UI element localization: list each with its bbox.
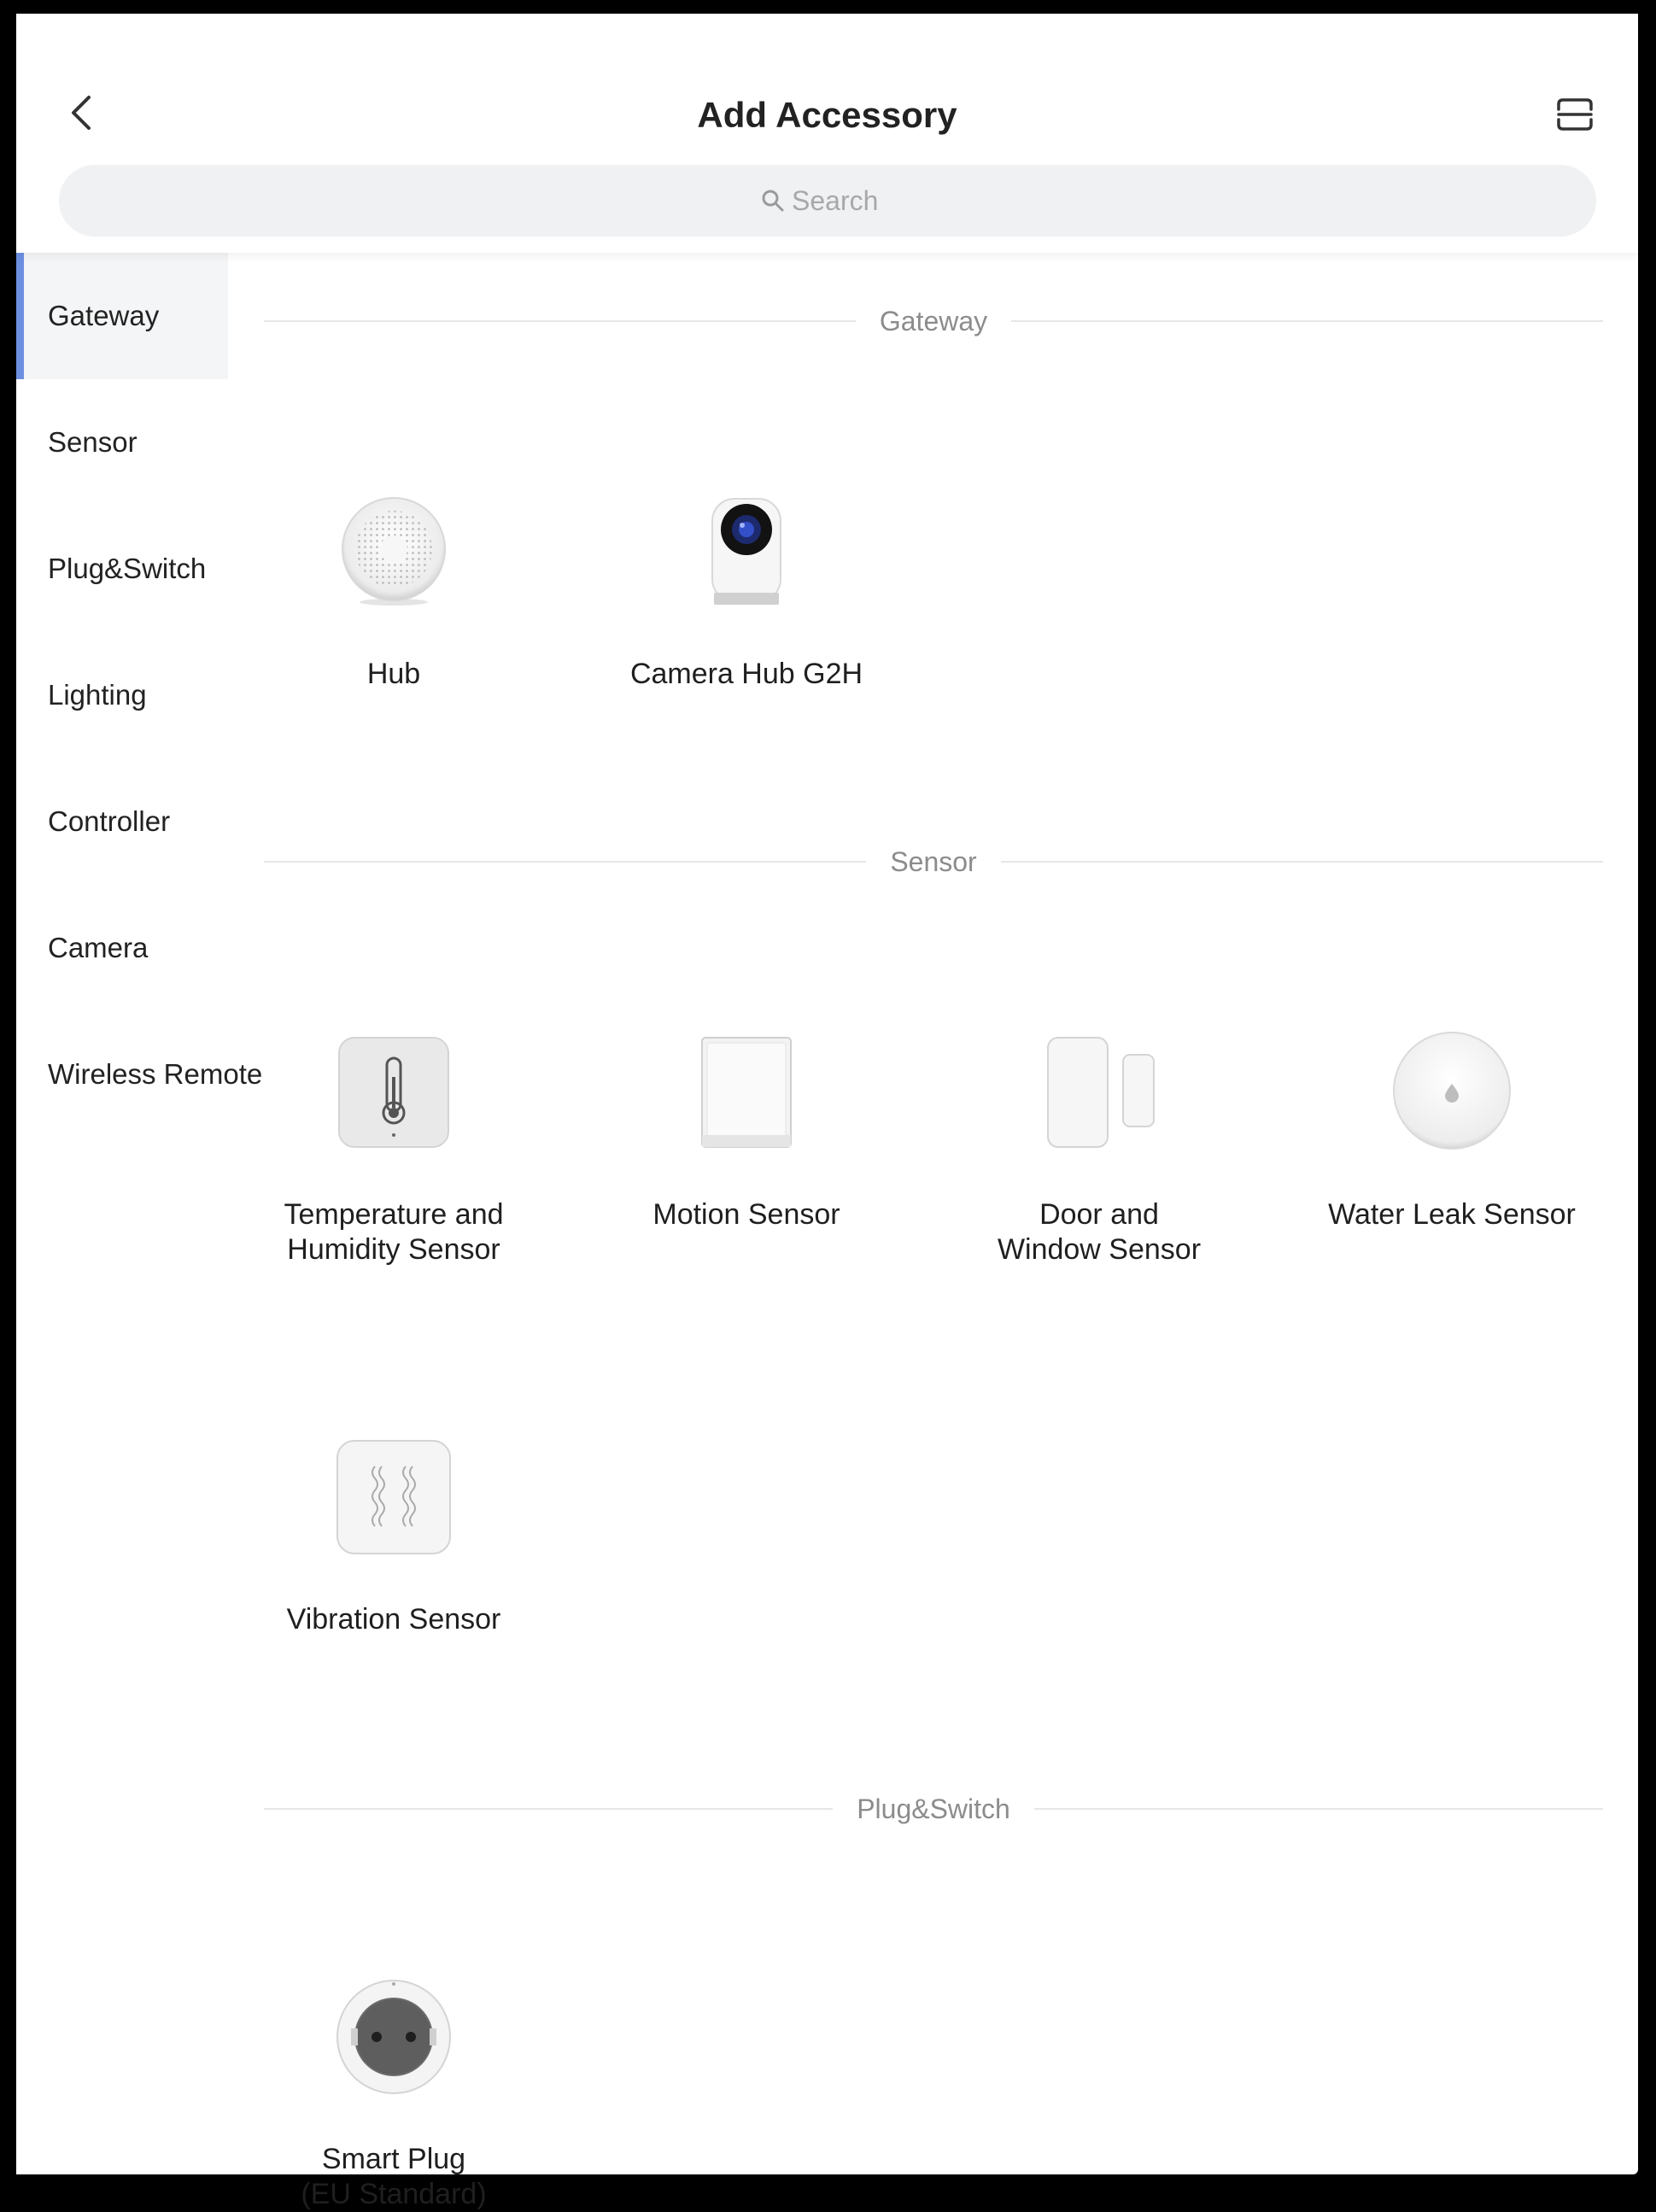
device-card-vibration-sensor[interactable]	[249, 1433, 539, 1637]
device-name: Camera Hub G2H	[629, 658, 863, 690]
section-header-plug-switch	[264, 1792, 1603, 1826]
vibration-sensor-icon	[330, 1433, 458, 1561]
header	[16, 14, 1638, 253]
device-card-camera-hub-g2h[interactable]	[601, 488, 892, 692]
hub-icon	[330, 488, 458, 616]
sidebar-item-label: Camera	[48, 932, 149, 963]
smart-plug-icon	[330, 1973, 458, 2101]
section-title: Plug&Switch	[857, 1793, 1010, 1824]
scan-button[interactable]	[1549, 89, 1600, 140]
divider	[1001, 861, 1603, 863]
sidebar-item-label: Lighting	[48, 679, 147, 711]
divider	[1011, 320, 1603, 322]
divider	[264, 861, 866, 863]
search-icon	[761, 189, 785, 213]
sidebar-item-wireless-remote[interactable]	[16, 1011, 263, 1138]
device-card-door-window-sensor[interactable]	[954, 1028, 1244, 1267]
device-card-water-leak-sensor[interactable]	[1307, 1028, 1597, 1232]
sidebar-item-camera[interactable]	[16, 885, 228, 1011]
screen	[16, 14, 1638, 2210]
sidebar-item-label: Gateway	[48, 300, 160, 331]
device-name: Temperature and Humidity Sensor	[284, 1198, 504, 1266]
door-window-sensor-icon	[1035, 1028, 1163, 1156]
sidebar-item-label: Controller	[48, 805, 171, 837]
device-name: Motion Sensor	[652, 1198, 840, 1231]
section-header-sensor	[264, 845, 1603, 879]
divider	[1034, 1808, 1603, 1810]
device-name: Door and Window Sensor	[997, 1198, 1202, 1266]
device-name: Vibration Sensor	[286, 1603, 501, 1636]
sidebar-item-sensor[interactable]	[16, 379, 228, 506]
search-input[interactable]	[792, 185, 894, 217]
camera-hub-icon	[682, 488, 810, 616]
sidebar-item-lighting[interactable]	[16, 632, 228, 758]
device-card-temperature-humidity-sensor[interactable]	[249, 1028, 539, 1267]
device-name: Hub	[366, 658, 421, 690]
section-title: Sensor	[890, 846, 977, 877]
search-bar[interactable]	[59, 165, 1596, 237]
divider	[264, 1808, 833, 1810]
thermometer-icon	[330, 1028, 458, 1156]
category-sidebar	[16, 253, 263, 2174]
device-card-hub[interactable]	[249, 488, 539, 692]
device-name: Smart Plug (EU Standard)	[301, 2143, 487, 2210]
page-title: Add Accessory	[697, 95, 957, 135]
scan-icon	[1556, 97, 1594, 132]
motion-sensor-icon	[682, 1028, 810, 1156]
sidebar-item-plug-switch[interactable]	[16, 506, 228, 632]
divider	[264, 320, 856, 322]
sidebar-item-gateway[interactable]	[16, 253, 228, 379]
sidebar-item-label: Plug&Switch	[48, 553, 207, 584]
section-header-gateway	[264, 304, 1603, 338]
sidebar-item-label: Sensor	[48, 426, 138, 458]
device-card-motion-sensor[interactable]	[601, 1028, 892, 1232]
water-leak-sensor-icon	[1388, 1028, 1516, 1156]
device-name: Water Leak Sensor	[1328, 1198, 1576, 1231]
sidebar-item-controller[interactable]	[16, 758, 228, 885]
sidebar-item-label: Wireless Remote	[48, 1058, 263, 1090]
section-title: Gateway	[879, 305, 988, 336]
device-card-smart-plug[interactable]	[249, 1973, 539, 2212]
device-catalog	[228, 253, 1638, 2210]
